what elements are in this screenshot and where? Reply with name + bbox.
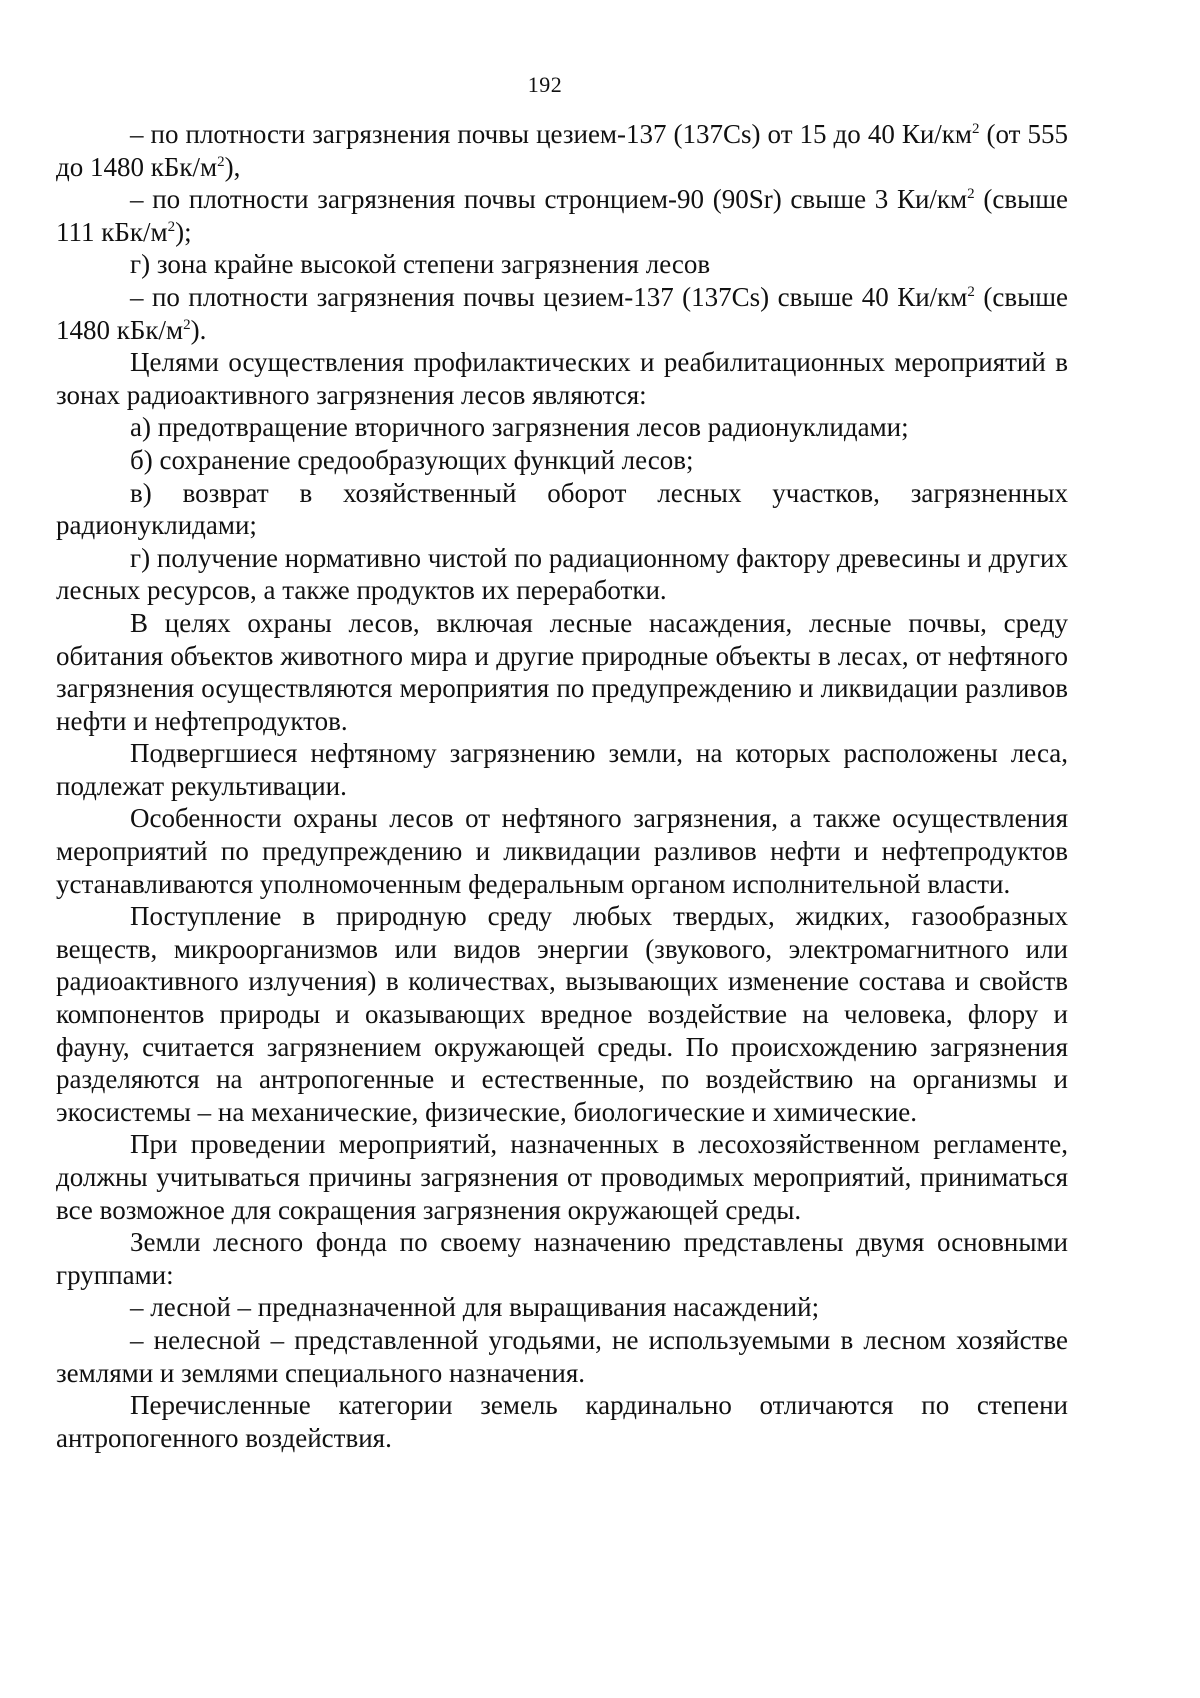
body-text (56, 118, 1068, 1454)
paragraph-categories: Перечисленные категории земель кардинально отличаются по степени антропогенного воздействия. (56, 1390, 1068, 1453)
page-number: 192 (527, 72, 563, 97)
paragraph-pollution-definition: Поступление в природную среду любых твердых, жидких, газообразных веществ, микроорганизмов или видов энергии (звукового, электромагнитного или радиоактивного излучения) в количествах, вызывающих изменение состава и свойств компонентов природы и оказывающих вредное воздействие на человека, флору и фауну, считается загрязнением окружающей среды. По происхождению загрязнения разделяются на антропогенные и естественные, по воздействию на организмы и экосистемы – на механические, физические, биологические и химические. (56, 901, 1068, 1127)
paragraph-land-groups: Земли лесного фонда по своему назначению представлены двумя основными группами: (56, 1227, 1068, 1290)
paragraph-goal-c: в) возврат в хозяйственный оборот лесных участков, загрязненных радионуклидами; (56, 477, 1068, 541)
paragraph-goal-b: б) сохранение средообразующих функций лесов; (130, 444, 694, 475)
paragraph-oil-protection: В целях охраны лесов, включая лесные насаждения, лесные почвы, среду обитания объектов животного мира и другие природные объекты в лесах, от нефтяного загрязнения осуществляются мероприятия по предупреждению и ликвидации разливов нефти и нефтепродуктов. (56, 607, 1068, 736)
paragraph-oil-features: Особенности охраны лесов от нефтяного загрязнения, а также осуществления мероприятий по предупреждению и ликвидации разливов нефти и нефтепродуктов устанавливаются уполномоченным федеральным органом исполнительной власти. (56, 803, 1068, 899)
paragraph-measures: При проведении мероприятий, назначенных в лесохозяйственном регламенте, должны учитываться причины загрязнения от проводимых мероприятий, приниматься все возможное для сокращения загрязнения окружающей среды. (56, 1129, 1068, 1225)
paragraph-recultivation: Подвергшиеся нефтяному загрязнению земли, на которых расположены леса, подлежат рекультивации. (56, 738, 1068, 801)
paragraph-strontium-3: – по плотности загрязнения почвы стронцием-90 (90Sr) свыше 3 $Ки/км^2$ (свыше 111 кБк/$м^2$); (56, 184, 1068, 247)
paragraph-cesium-over-40: – по плотности загрязнения почвы цезием-137 (137Cs) свыше 40 $Ки/км^2$ (свыше 1480 кБк/$м^2$). (56, 281, 1068, 345)
paragraph-cesium-15-40: – по плотности загрязнения почвы цезием-137 (137Cs) от 15 до 40 $Ки/км^2$ (от 555 до 1480 кБк/$м^2$), (56, 119, 1069, 182)
paragraph-goals-intro: Целями осуществления профилактических и реабилитационных мероприятий в зонах радиоактивного загрязнения лесов являются: (56, 347, 1068, 410)
paragraph-goal-a: а) предотвращение вторичного загрязнения лесов радионуклидами; (130, 412, 909, 443)
paragraph-zone-extreme: г) зона крайне высокой степени загрязнения лесов (130, 249, 711, 280)
paragraph-forest-land: – лесной – предназначенной для выращивания насаждений; (130, 1292, 820, 1323)
paragraph-goal-d: г) получение нормативно чистой по радиационному фактору древесины и других лесных ресурсов, а также продуктов их переработки. (56, 542, 1068, 606)
paragraph-non-forest-land: – нелесной – представленной угодьями, не используемыми в лесном хозяйстве землями и землями специального назначения. (56, 1324, 1068, 1388)
